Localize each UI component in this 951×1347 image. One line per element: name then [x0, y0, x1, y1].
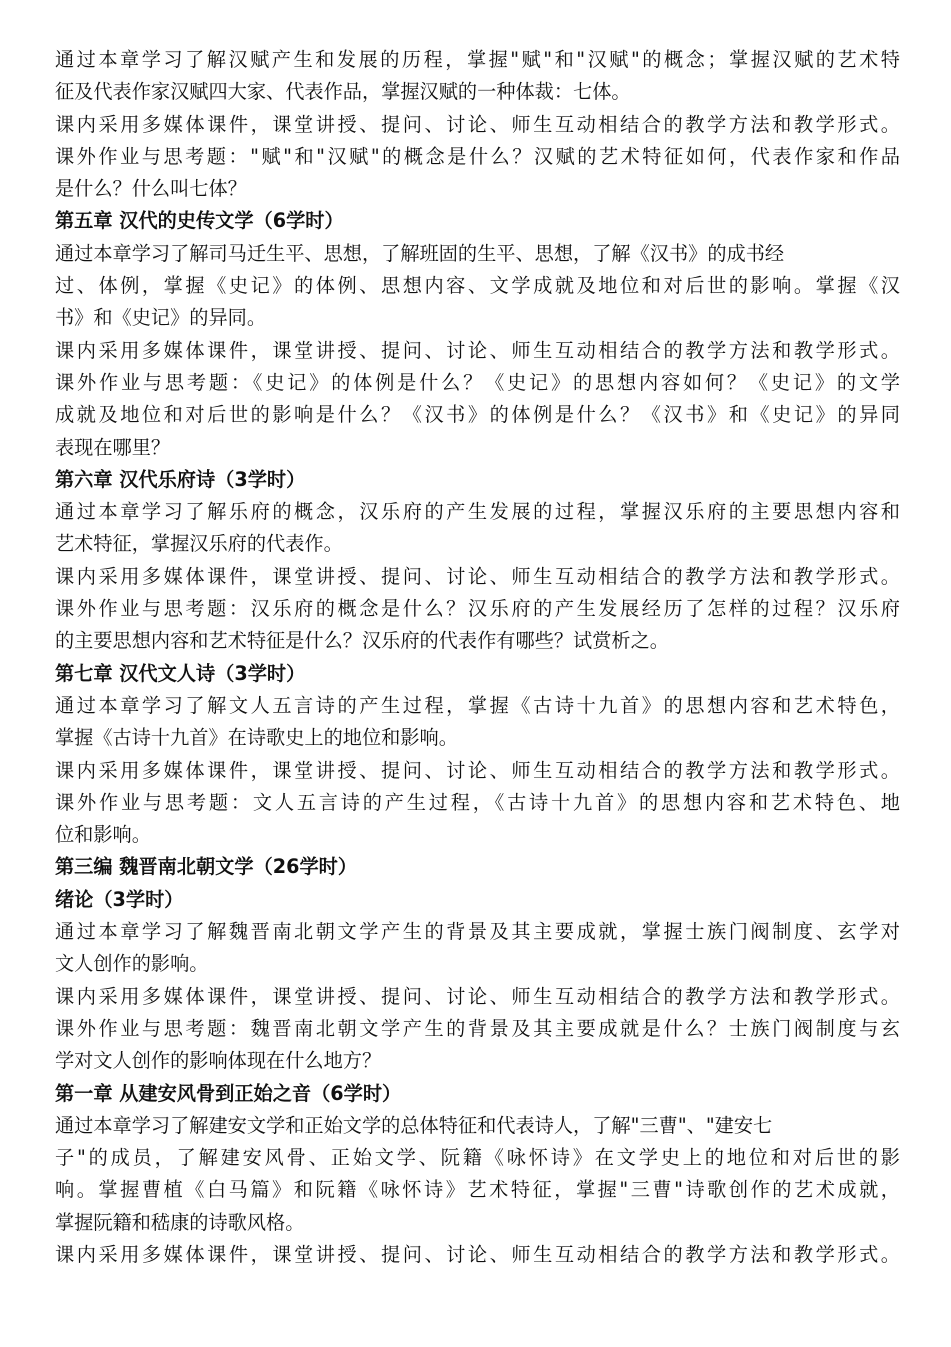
body-line: 课外作业与思考题：文人五言诗的产生过程，《古诗十九首》的思想内容和艺术特色、地	[55, 790, 900, 814]
body-line: 艺术特征，掌握汉乐府的代表作。	[55, 532, 343, 556]
body-line: 课内采用多媒体课件，课堂讲授、提问、讨论、师生互动相结合的教学方法和教学形式。	[55, 758, 900, 782]
body-line: 掌握阮籍和嵇康的诗歌风格。	[55, 1210, 305, 1234]
body-line: 位和影响。	[55, 823, 151, 847]
body-line: 课内采用多媒体课件，课堂讲授、提问、讨论、师生互动相结合的教学方法和教学形式。	[55, 984, 900, 1008]
body-line: 通过本章学习了解司马迁生平、思想，了解班固的生平、思想，了解《汉书》的成书经	[55, 241, 785, 265]
chapter-heading: 第六章 汉代乐府诗（3学时）	[55, 467, 306, 491]
body-line: 课外作业与思考题："赋"和"汉赋"的概念是什么？汉赋的艺术特征如何，代表作家和作品	[55, 144, 900, 168]
body-line: 响。掌握曹植《白马篇》和阮籍《咏怀诗》艺术特征，掌握"三曹"诗歌创作的艺术成就，	[55, 1178, 900, 1202]
body-line: 学对文人创作的影响体现在什么地方？	[55, 1049, 382, 1073]
document-page	[55, 44, 900, 1271]
body-line: 通过本章学习了解乐府的概念，汉乐府的产生发展的过程，掌握汉乐府的主要思想内容和	[55, 500, 900, 524]
body-line: 书》和《史记》的异同。	[55, 306, 267, 330]
body-line: 课外作业与思考题：魏晋南北朝文学产生的背景及其主要成就是什么？士族门阀制度与玄	[55, 1016, 900, 1040]
body-line: 课外作业与思考题：汉乐府的概念是什么？汉乐府的产生发展经历了怎样的过程？汉乐府	[55, 597, 900, 621]
section-heading: 第三编 魏晋南北朝文学（26学时）	[55, 855, 358, 879]
body-line: 课内采用多媒体课件，课堂讲授、提问、讨论、师生互动相结合的教学方法和教学形式。	[55, 338, 900, 362]
body-line: 文人创作的影响。	[55, 952, 209, 976]
body-line: 表现在哪里？	[55, 435, 171, 459]
body-line: 掌握《古诗十九首》在诗歌史上的地位和影响。	[55, 726, 458, 750]
body-line: 是什么？什么叫七体？	[55, 177, 247, 201]
chapter-heading: 绪论（3学时）	[55, 887, 184, 911]
body-line: 征及代表作家汉赋四大家、代表作品，掌握汉赋的一种体裁：七体。	[55, 80, 631, 104]
body-line: 通过本章学习了解文人五言诗的产生过程，掌握《古诗十九首》的思想内容和艺术特色，	[55, 693, 900, 717]
body-line: 课内采用多媒体课件，课堂讲授、提问、讨论、师生互动相结合的教学方法和教学形式。	[55, 1242, 900, 1266]
body-line: 通过本章学习了解魏晋南北朝文学产生的背景及其主要成就，掌握士族门阀制度、玄学对	[55, 920, 900, 944]
body-line: 子"的成员，了解建安风骨、正始文学、阮籍《咏怀诗》在文学史上的地位和对后世的影	[55, 1146, 900, 1170]
body-line: 的主要思想内容和艺术特征是什么？汉乐府的代表作有哪些？试赏析之。	[55, 629, 669, 653]
body-line: 课外作业与思考题：《史记》的体例是什么？《史记》的思想内容如何？《史记》的文学	[55, 370, 900, 394]
chapter-heading: 第七章 汉代文人诗（3学时）	[55, 661, 306, 685]
body-line: 成就及地位和对后世的影响是什么？《汉书》的体例是什么？《汉书》和《史记》的异同	[55, 403, 900, 427]
body-line: 过、体例，掌握《史记》的体例、思想内容、文学成就及地位和对后世的影响。掌握《汉	[55, 274, 900, 298]
body-line: 通过本章学习了解汉赋产生和发展的历程，掌握"赋"和"汉赋"的概念；掌握汉赋的艺术特	[55, 48, 900, 71]
body-line: 课内采用多媒体课件，课堂讲授、提问、讨论、师生互动相结合的教学方法和教学形式。	[55, 564, 900, 588]
chapter-heading: 第一章 从建安风骨到正始之音（6学时）	[55, 1081, 402, 1105]
body-line: 通过本章学习了解建安文学和正始文学的总体特征和代表诗人，了解"三曹"、"建安七	[55, 1113, 773, 1137]
chapter-heading: 第五章 汉代的史传文学（6学时）	[55, 209, 344, 233]
body-line: 课内采用多媒体课件，课堂讲授、提问、讨论、师生互动相结合的教学方法和教学形式。	[55, 112, 900, 136]
